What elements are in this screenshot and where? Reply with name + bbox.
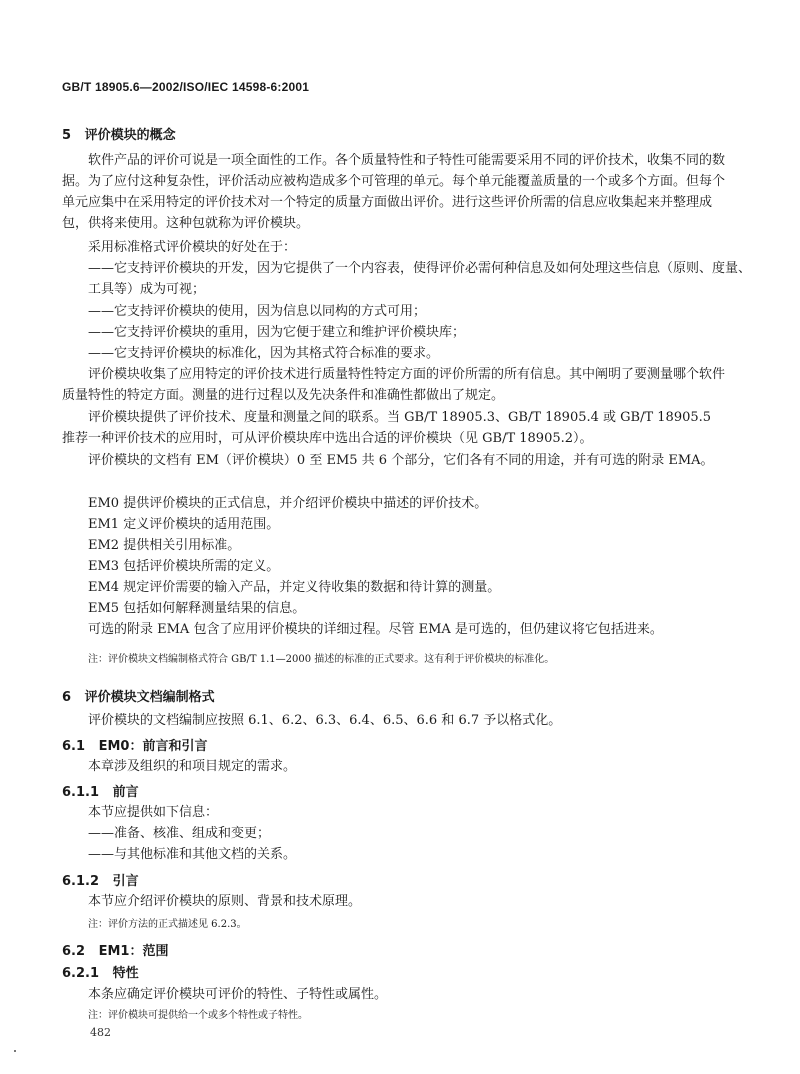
scan-speck — [14, 1050, 16, 1052]
list-item: ——它支持评价模块的开发，因为它提供了一个内容表，使得评价必需何种信息及如何处理这些信息（原则、度量、工具等）成为可视； — [88, 261, 752, 297]
paragraph: EM4 规定评价需要的输入产品，并定义待收集的数据和待计算的测量。 — [88, 580, 501, 595]
section-title: 前言 — [112, 785, 139, 800]
paragraph: 本节应提供如下信息： — [88, 805, 219, 820]
section-number: 6.2.1 — [62, 966, 100, 981]
section-6-1-heading — [62, 735, 207, 754]
standard-header: GB/T 18905.6—2002/ISO/IEC 14598-6:2001 — [62, 80, 310, 94]
paragraph: 本节应介绍评价模块的原则、背景和技术原理。 — [88, 894, 362, 909]
paragraph: 评价模块的文档有 EM（评价模块）0 至 EM5 共 6 个部分，它们各有不同的用途，并有可选的附录 EMA。 — [88, 453, 714, 468]
paragraph: 本条应确定评价模块可评价的特性、子特性或属性。 — [88, 987, 388, 1002]
section-number: 6.1.2 — [62, 874, 100, 889]
page-number: 482 — [90, 1026, 111, 1039]
paragraph: EM5 包括如何解释测量结果的信息。 — [88, 601, 306, 616]
section-number: 5 — [62, 128, 72, 143]
paragraph: EM3 包括评价模块所需的定义。 — [88, 559, 280, 574]
list-item: ——准备、核准、组成和变更； — [88, 826, 271, 841]
section-title: 评价模块文档编制格式 — [84, 690, 215, 705]
note: 注：评价方法的正式描述见 6.2.3。 — [88, 919, 247, 930]
section-number: 6.1 — [62, 739, 86, 754]
list-item: ——它支持评价模块的重用，因为它便于建立和维护评价模块库； — [88, 325, 466, 340]
section-number: 6 — [62, 690, 72, 705]
paragraph: EM0 提供评价模块的正式信息，并介绍评价模块中描述的评价技术。 — [88, 496, 488, 511]
paragraph: 评价模块收集了应用特定的评价技术进行质量特性特定方面的评价所需的所有信息。其中阐明了要测量哪个软件质量特性的特定方面。测量的进行过程以及先决条件和准确性都做出了规定。 — [62, 367, 726, 403]
section-6-2-1-heading — [62, 962, 139, 981]
note: 注：评价模块文档编制格式符合 GB/T 1.1—2000 描述的标准的正式要求。这有利于评价模块的标准化。 — [88, 654, 555, 665]
list-item: ——它支持评价模块的标准化，因为其格式符合标准的要求。 — [88, 346, 440, 361]
paragraph: EM2 提供相关引用标准。 — [88, 538, 241, 553]
paragraph: 本章涉及组织的和项目规定的需求。 — [88, 759, 297, 774]
section-6-1-2-heading — [62, 870, 139, 889]
section-6-2-heading — [62, 940, 168, 959]
section-6-1-1-heading — [62, 781, 139, 800]
paragraph: 评价模块提供了评价技术、度量和测量之间的联系。当 GB/T 18905.3、GB/T 18905.4 或 GB/T 18905.5 推荐一种评价技术的应用时，可从评价模块库中选出合适的评价模块（见 GB/T 18905.2）。 — [62, 410, 712, 446]
paragraph: 可选的附录 EMA 包含了应用评价模块的详细过程。尽管 EMA 是可选的，但仍建议将它包括进来。 — [88, 622, 663, 637]
section-title: EM0：前言和引言 — [98, 739, 208, 754]
note: 注：评价模块可提供给一个或多个特性或子特性。 — [88, 1010, 308, 1021]
list-item: ——它支持评价模块的使用，因为信息以同构的方式可用； — [88, 304, 427, 319]
paragraph: EM1 定义评价模块的适用范围。 — [88, 517, 280, 532]
section-title: EM1：范围 — [98, 944, 169, 959]
paragraph: 软件产品的评价可说是一项全面性的工作。各个质量特性和子特性可能需要采用不同的评价技术，收集不同的数据。为了应付这种复杂性，评价活动应被构造成多个可管理的单元。每个单元能覆盖质量的一个或多个方面。但每个单元应集中在采用特定的评价技术对一个特定的质量方面做出评价。进行这些评价所需的信息应收集起来并整理成包，供将来使用。这种包就称为评价模块。 — [62, 153, 726, 231]
section-title: 引言 — [112, 874, 139, 889]
section-number: 6.2 — [62, 944, 86, 959]
section-6-heading — [62, 686, 215, 705]
paragraph: 评价模块的文档编制应按照 6.1、6.2、6.3、6.4、6.5、6.6 和 6.7 予以格式化。 — [88, 713, 562, 728]
section-title: 特性 — [112, 966, 139, 981]
list-item: ——与其他标准和其他文档的关系。 — [88, 847, 297, 862]
section-5-heading — [62, 124, 176, 143]
section-number: 6.1.1 — [62, 785, 100, 800]
paragraph: 采用标准格式评价模块的好处在于： — [88, 240, 297, 255]
section-title: 评价模块的概念 — [84, 128, 176, 143]
